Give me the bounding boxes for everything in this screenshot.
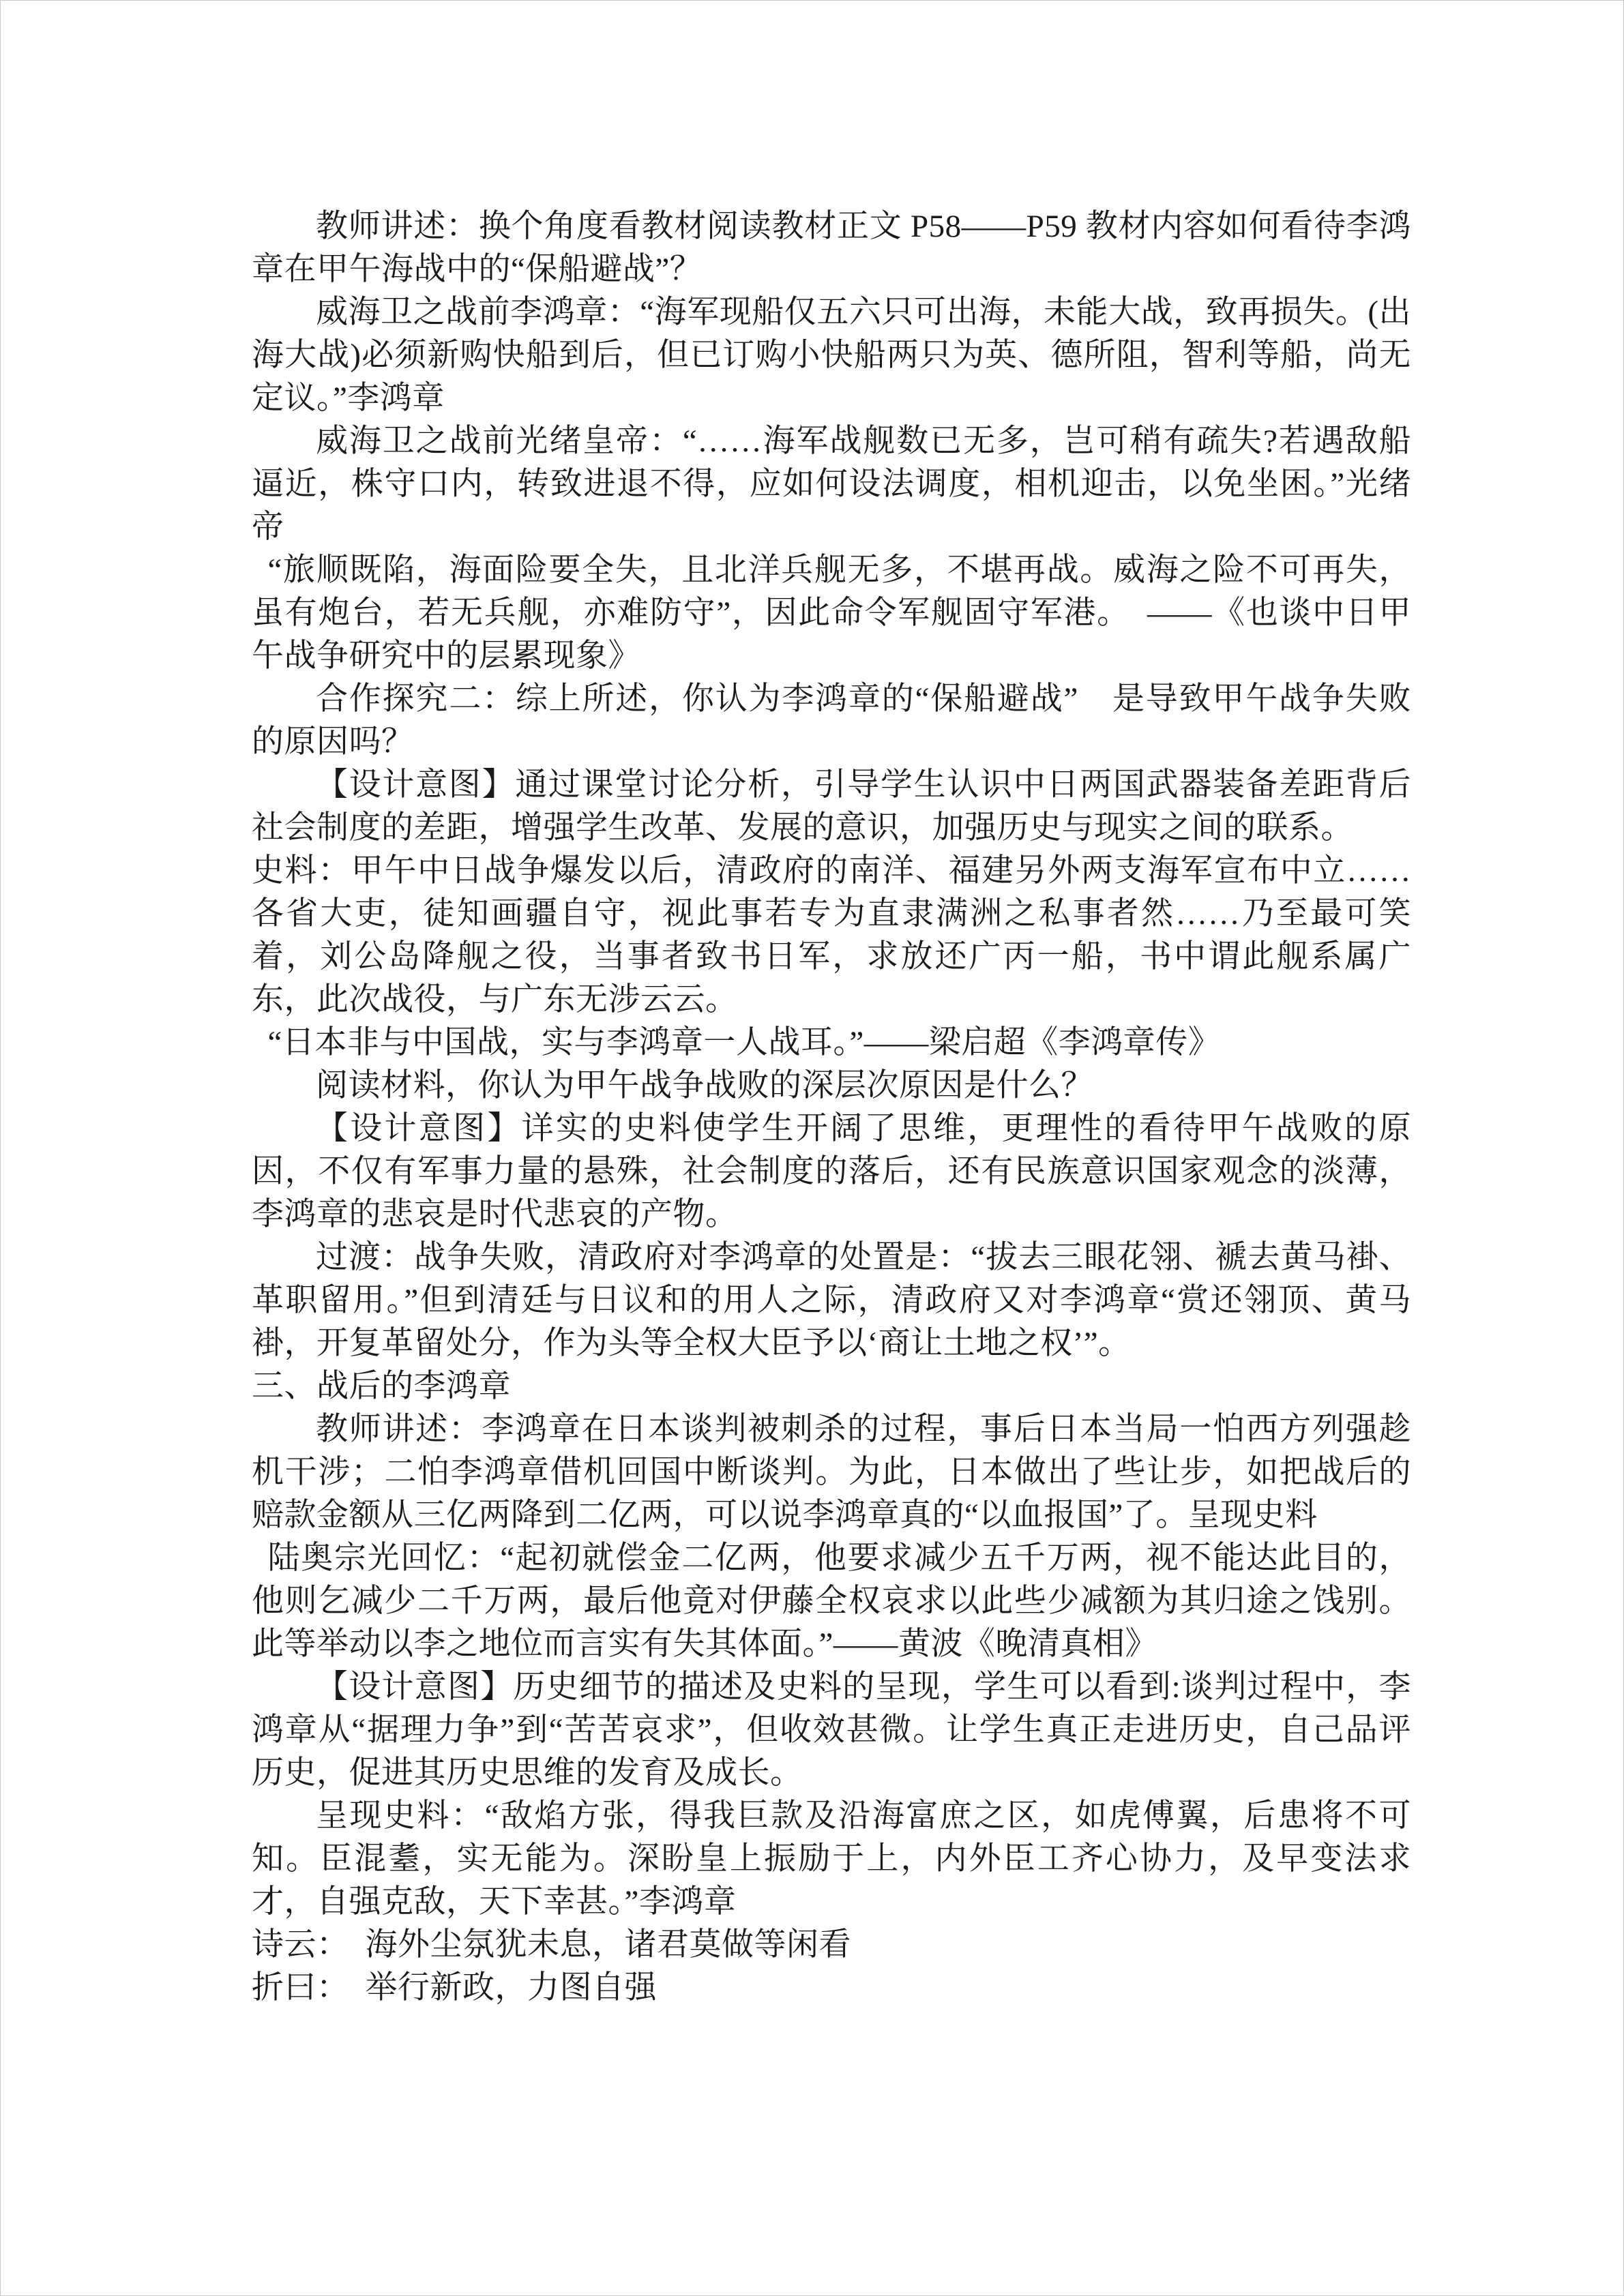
paragraph: 阅读材料，你认为甲午战争战败的深层次原因是什么？ [316,1068,1093,1103]
paragraph: 【设计意图】历史细节的描述及史料的呈现，学生可以看到:谈判过程中，李鸿章从“据理力争”到“苦苦哀求”，但收效甚微。让学生真正走进历史，自己品评历史，促进其历史思维的发育及成长。 [252,1669,1411,1791]
paragraph: 陆奥宗光回忆：“起初就偿金二亿两，他要求减少五千万两，视不能达此目的，他则乞减少二千万两，最后他竟对伊藤全权哀求以此些少减额为其归途之饯别。此等举动以李之地位而言实有失其体面。”——黄波《晚清真相》 [252,1540,1411,1662]
paragraph: 威海卫之战前光绪皇帝：“……海军战舰数已无多，岂可稍有疏失?若遇敌船逼近，株守口内，转致进退不得，应如何设法调度，相机迎击，以免坐困。”光绪帝 [252,423,1411,545]
paragraph: 呈现史料：“敌焰方张，得我巨款及沿海富庶之区，如虎傅翼，后患将不可知。臣混耋，实无能为。深盼皇上振励于上，内外臣工齐心协力，及早变法求才，自强克敌，天下幸甚。”李鸿章 [252,1798,1411,1920]
paragraph: 威海卫之战前李鸿章：“海军现船仅五六只可出海，未能大战，致再损失。(出海大战)必须新购快船到后，但已订购小快船两只为英、德所阻，智利等船，尚无定议。”李鸿章 [252,295,1411,416]
paragraph: 三、战后的李鸿章 [252,1369,511,1404]
paragraph: 合作探究二：综上所述，你认为李鸿章的“保船避战” 是导致甲午战争失败的原因吗？ [252,681,1411,760]
paragraph: 折曰： 举行新政，力图自强 [252,1970,657,2006]
paragraph: 【设计意图】详实的史料使学生开阔了思维，更理性的看待甲午战败的原因，不仅有军事力量的悬殊，社会制度的落后，还有民族意识国家观念的淡薄，李鸿章的悲哀是时代悲哀的产物。 [252,1111,1411,1232]
paragraph: 诗云： 海外尘氛犹未息，诸君莫做等闲看 [252,1927,851,1963]
paragraph: “日本非与中国战，实与李鸿章一人战耳。”——梁启超《李鸿章传》 [267,1025,1221,1060]
paragraph: “旅顺既陷，海面险要全失，且北洋兵舰无多，不堪再战。威海之险不可再失，虽有炮台，若无兵舰，亦难防守”，因此命令军舰固守军港。 ——《也谈中日甲午战争研究中的层累现象》 [252,552,1411,674]
paragraph: 教师讲述：李鸿章在日本谈判被刺杀的过程，事后日本当局一怕西方列强趁机干涉；二怕李鸿章借机回国中断谈判。为此，日本做出了些让步，如把战后的赔款金额从三亿两降到二亿两，可以说李鸿章真的“以血报国”了。呈现史料 [252,1412,1411,1533]
paragraph: 【设计意图】通过课堂讨论分析，引导学生认识中日两国武器装备差距背后社会制度的差距，增强学生改革、发展的意识，加强历史与现实之间的联系。 [252,767,1411,846]
paragraph: 教师讲述：换个角度看教材阅读教材正文 P58——P59 教材内容如何看待李鸿章在甲午海战中的“保船避战”？ [252,209,1411,287]
document-content [252,205,1411,2010]
paragraph: 过渡：战争失败，清政府对李鸿章的处置是：“拔去三眼花翎、褫去黄马褂、革职留用。”但到清廷与日议和的用人之际，清政府又对李鸿章“赏还翎顶、黄马褂，开复革留处分，作为头等全权大臣予以‘商让土地之权’”。 [252,1240,1411,1361]
paragraph: 史料：甲午中日战争爆发以后，清政府的南洋、福建另外两支海军宣布中立……各省大吏，徒知画疆自守，视此事若专为直隶满洲之私事者然……乃至最可笑着，刘公岛降舰之役，当事者致书日军，求放还广丙一船，书中谓此舰系属广东，此次战役，与广东无涉云云。 [252,853,1411,1017]
